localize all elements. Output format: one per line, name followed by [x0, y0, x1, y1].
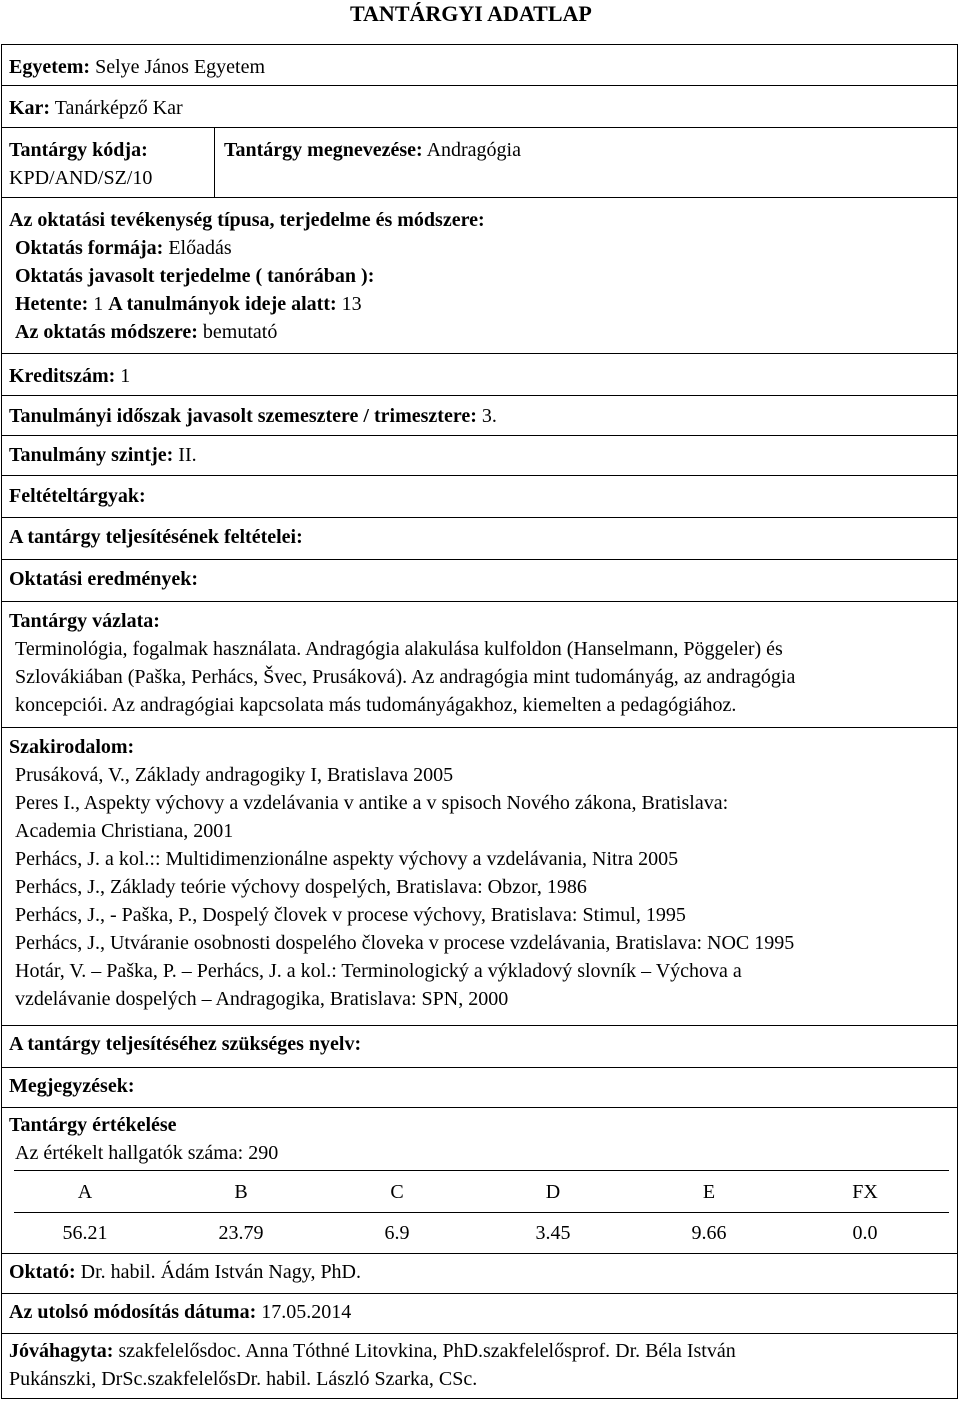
university-label: Egyetem:	[9, 56, 91, 78]
method-label: Az oktatás módszere:	[15, 321, 198, 343]
course-name-value: Andragógia	[426, 139, 521, 161]
approved-line-1: szakfelelősdoc. Anna Tóthné Litovkina, PhD.szakfelelősprof. Dr. Béla István	[118, 1340, 736, 1362]
literature-item: Perhács, J. a kol.:: Multidimenzionálne aspekty výchovy a vzdelávania, Nitra 2005	[15, 848, 679, 870]
level-row	[2, 435, 957, 475]
literature-item: Perhács, J., Základy teórie výchovy dospelých, Bratislava: Obzor, 1986	[15, 876, 587, 898]
weekly-label: Hetente:	[15, 293, 89, 315]
modified-label: Az utolsó módosítás dátuma:	[9, 1301, 257, 1323]
evaluation-row	[2, 1107, 957, 1253]
page-title: TANTÁRGYI ADATLAP	[350, 1, 592, 26]
university-value: Selye János Egyetem	[95, 56, 266, 78]
grade-table-top-border	[14, 1170, 949, 1171]
total-label: A tanulmányok ideje alatt:	[108, 293, 337, 315]
faculty-row	[2, 85, 957, 127]
grade-value-cell: 3.45	[535, 1222, 571, 1244]
grade-cell: FX	[852, 1181, 878, 1203]
grade-value-cell: 56.21	[62, 1222, 108, 1244]
notes-label: Megjegyzések:	[9, 1075, 135, 1097]
grade-value-cell: 9.66	[691, 1222, 727, 1244]
semester-row	[2, 395, 957, 435]
approved-line-2: Pukánszki, DrSc.szakfelelősDr. habil. László Szarka, CSc.	[9, 1368, 478, 1390]
modified-row	[2, 1293, 957, 1333]
course-name-label: Tantárgy megnevezése:	[224, 139, 423, 161]
semester-value: 3.	[481, 405, 497, 427]
teacher-row	[2, 1253, 957, 1293]
course-code-value: KPD/AND/SZ/10	[9, 167, 153, 189]
outline-line: Terminológia, fogalmak használata. Andragógia alakulása kulfoldon (Hanselmann, Pöggeler) és	[15, 638, 783, 660]
level-value: II.	[178, 444, 197, 466]
course-code-label: Tantárgy kódja:	[9, 139, 148, 161]
completion-row	[2, 517, 957, 559]
credits-label: Kreditszám:	[9, 365, 116, 387]
outline-label: Tantárgy vázlata:	[9, 610, 160, 632]
level-label: Tanulmány szintje:	[9, 444, 174, 466]
language-label: A tantárgy teljesítéséhez szükséges nyelv:	[9, 1033, 362, 1055]
literature-label: Szakirodalom:	[9, 736, 135, 758]
university-row	[2, 45, 957, 85]
language-row	[2, 1025, 957, 1067]
prerequisites-label: Feltételtárgyak:	[9, 485, 146, 507]
weekly-value: 1	[93, 293, 104, 315]
scope-label: Oktatás javasolt terjedelme ( tanórában ):	[15, 265, 375, 287]
literature-item: Prusáková, V., Základy andragogiky I, Bratislava 2005	[15, 764, 454, 786]
grade-cell: E	[702, 1181, 716, 1203]
grade-value-cell: 0.0	[852, 1222, 878, 1244]
total-value: 13	[341, 293, 362, 315]
grade-cell: D	[545, 1181, 561, 1203]
credits-value: 1	[120, 365, 131, 387]
evaluated-count: Az értékelt hallgatók száma: 290	[15, 1142, 279, 1164]
course-identity-row	[2, 127, 957, 197]
literature-row	[2, 727, 957, 1025]
outcomes-row	[2, 559, 957, 601]
grade-cell: C	[390, 1181, 404, 1203]
prerequisites-row	[2, 475, 957, 517]
teacher-value: Dr. habil. Ádám István Nagy, PhD.	[80, 1261, 362, 1283]
outcomes-label: Oktatási eredmények:	[9, 568, 199, 590]
faculty-label: Kar:	[9, 97, 51, 119]
semester-label: Tanulmányi időszak javasolt szemesztere / trimesztere:	[9, 405, 477, 427]
approved-label: Jóváhagyta:	[9, 1340, 114, 1362]
literature-item: Peres I., Aspekty výchovy a vzdelávania v antike a v spisoch Nového zákona, Bratislava:	[15, 792, 729, 814]
approved-row	[2, 1333, 957, 1399]
notes-row	[2, 1067, 957, 1107]
method-value: bemutató	[202, 321, 278, 343]
form-label: Oktatás formája:	[15, 237, 164, 259]
outline-line: Szlovákiában (Paška, Perhács, Švec, Prusáková). Az andragógia mint tudományág, az andragógia	[15, 666, 796, 688]
grade-value-cell: 23.79	[218, 1222, 264, 1244]
grade-header-row	[14, 1172, 949, 1212]
activity-heading: Az oktatási tevékenység típusa, terjedelme és módszere:	[9, 209, 485, 231]
grade-cell: B	[234, 1181, 248, 1203]
literature-item: vzdelávanie dospelých – Andragogika, Bratislava: SPN, 2000	[15, 988, 509, 1010]
activity-row	[2, 197, 957, 353]
credits-row	[2, 353, 957, 395]
grade-cell: A	[77, 1181, 93, 1203]
teacher-label: Oktató:	[9, 1261, 76, 1283]
outline-row	[2, 601, 957, 727]
course-datasheet	[1, 44, 958, 1399]
modified-value: 17.05.2014	[261, 1301, 352, 1323]
completion-label: A tantárgy teljesítésének feltételei:	[9, 526, 303, 548]
outline-line: koncepciói. Az andragógiai kapcsolata más tudományágakhoz, kiemelten a pedagógiához.	[15, 694, 737, 716]
grade-table-mid-border	[14, 1212, 949, 1213]
faculty-value: Tanárképző Kar	[54, 97, 183, 119]
evaluation-label: Tantárgy értékelése	[9, 1114, 177, 1136]
column-divider	[214, 128, 215, 197]
grade-value-cell: 6.9	[384, 1222, 410, 1244]
form-value: Előadás	[168, 237, 232, 259]
literature-item: Academia Christiana, 2001	[15, 820, 234, 842]
literature-item: Hotár, V. – Paška, P. – Perhács, J. a kol.: Terminologický a výkladový slovník – Výchova a	[15, 960, 742, 982]
grade-values-row	[14, 1214, 949, 1254]
literature-item: Perhács, J., - Paška, P., Dospelý človek v procese výchovy, Bratislava: Stimul, 1995	[15, 904, 686, 926]
literature-item: Perhács, J., Utváranie osobnosti dospelého človeka v procese vzdelávania, Bratislava: NOC 1995	[15, 932, 795, 954]
